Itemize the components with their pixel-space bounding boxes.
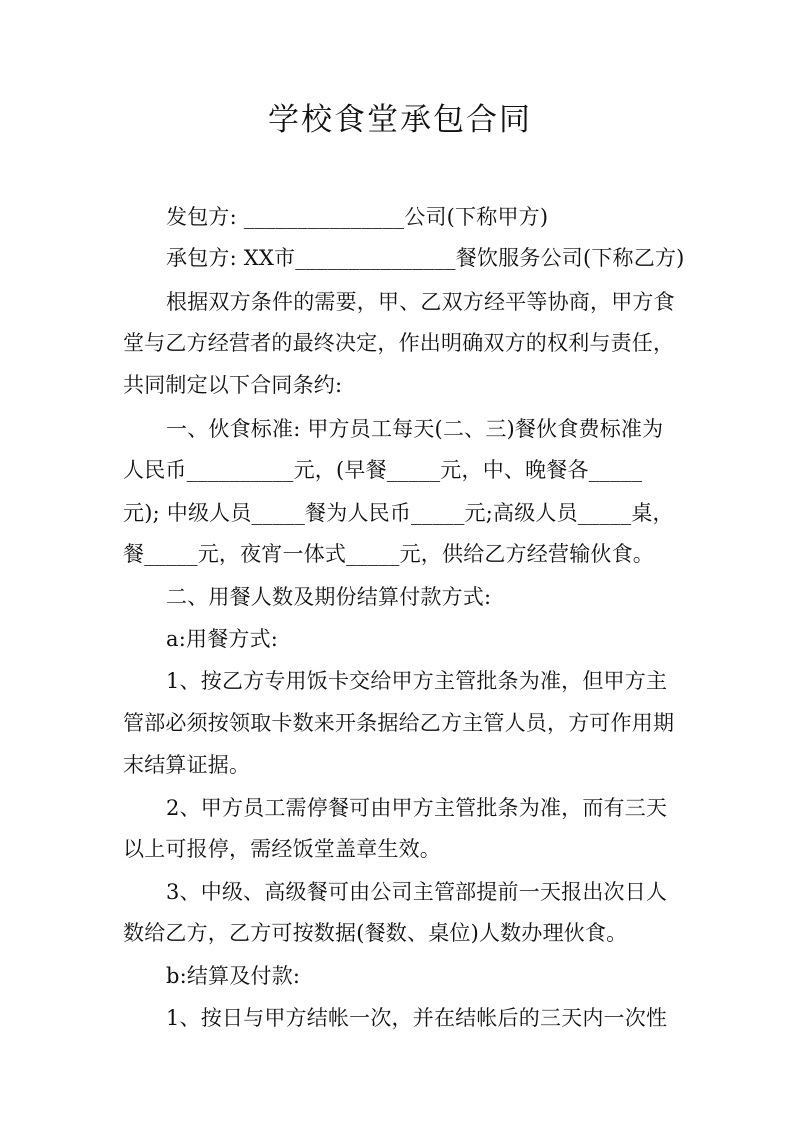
paragraph-line: 发包方: _______________公司(下称甲方) (166, 205, 549, 229)
paragraph-line: 二、用餐人数及期份结算付款方式: (166, 585, 492, 609)
paragraph-line: 一、伙食标准: 甲方员工每天(二、三)餐伙食费标准为 (166, 417, 664, 441)
paragraph-line: 管部必须按领取卡数来开条据给乙方主管人员，方可作用期 (123, 711, 675, 735)
document-title: 学校食堂承包合同 (268, 102, 532, 138)
paragraph-line: 末结算证据。 (123, 753, 251, 777)
paragraph-line: a:用餐方式: (166, 627, 279, 651)
paragraph-line: 承包方: XX市_______________餐饮服务公司(下称乙方) (166, 246, 685, 270)
paragraph-line: 1、按日与甲方结帐一次，并在结帐后的三天内一次性 (166, 1006, 668, 1030)
paragraph-line: 数给乙方，乙方可按数据(餐数、桌位)人数办理伙食。 (123, 921, 628, 945)
paragraph-line: 以上可报停，需经饭堂盖章生效。 (123, 837, 441, 861)
paragraph-line: 1、按乙方专用饭卡交给甲方主管批条为准，但甲方主 (166, 669, 668, 693)
paragraph-line: 3、中级、高级餐可由公司主管部提前一天报出次日人 (166, 880, 668, 904)
paragraph-line: b:结算及付款: (166, 964, 301, 988)
paragraph-line: 根据双方条件的需要，甲、乙双方经平等协商，甲方食 (166, 290, 675, 314)
paragraph-line: 餐_____元，夜宵一体式_____元，供给乙方经营输伙食。 (123, 542, 654, 566)
paragraph-line: 2、甲方员工需停餐可由甲方主管批条为准，而有三天 (166, 796, 668, 820)
paragraph-line: 人民币__________元，(早餐_____元，中、晚餐各_____ (123, 458, 643, 482)
paragraph-line: 堂与乙方经营者的最终决定，作出明确双方的权利与责任， (123, 331, 675, 355)
paragraph-line: 共同制定以下合同条约: (123, 373, 343, 397)
paragraph-line: 元); 中级人员_____餐为人民币_____元;高级人员_____桌， (123, 501, 674, 525)
